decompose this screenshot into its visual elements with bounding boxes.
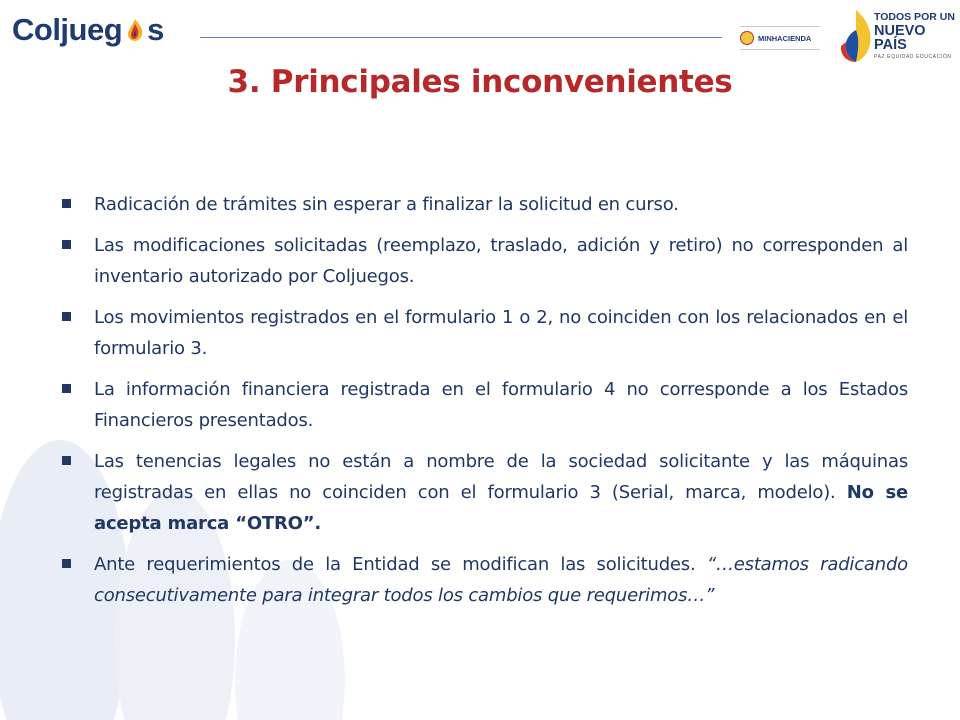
bullet-item — [62, 549, 908, 611]
ministry-seal-icon — [740, 31, 754, 45]
bullet-item — [62, 230, 908, 292]
bullet-item — [62, 302, 908, 364]
bullet-item — [62, 189, 908, 220]
colombia-flag-emblem-icon — [838, 8, 874, 64]
gov-logo-text — [874, 12, 956, 60]
header-divider — [200, 37, 722, 38]
bullet-text: Radicación de trámites sin esperar a finalizar la solicitud en curso. — [94, 194, 679, 215]
bullet-item — [62, 446, 908, 539]
bullet-quote: “…estamos radicando consecutivamente para integrar todos los cambios que requerimos…” — [94, 554, 908, 606]
bullet-text: La información financiera registrada en el formulario 4 no corresponde a los Estados Financieros presentados. — [94, 379, 908, 431]
bullet-text: Los movimientos registrados en el formulario 1 o 2, no coinciden con los relacionados en el formulario 3. — [94, 307, 908, 359]
gov-logo-line2: NUEVO PAÍS — [874, 22, 926, 53]
ministry-name: MINHACIENDA — [758, 33, 812, 43]
bullet-list — [62, 189, 908, 621]
coljuegos-logo — [12, 12, 164, 48]
bullet-item — [62, 374, 908, 436]
brand-suffix: s — [147, 12, 164, 47]
slide-title: 3. Principales inconvenientes — [227, 64, 733, 100]
flame-icon — [124, 18, 146, 42]
gov-logo-line1: TODOS POR UN — [874, 11, 955, 23]
gov-logo-line3: PAZ EQUIDAD EDUCACIÓN — [874, 53, 952, 60]
bullet-text: Las tenencias legales no están a nombre de la sociedad solicitante y las máquinas registradas en ellas no coinciden con el formulario 3 (Serial, marca, modelo). — [94, 451, 908, 503]
bullet-text: Las modificaciones solicitadas (reemplazo, traslado, adición y retiro) no corresponden al inventario autorizado por Coljuegos. — [94, 235, 908, 287]
todos-por-un-nuevo-pais-logo — [838, 8, 956, 66]
minhacienda-logo — [740, 26, 820, 50]
bullet-emphasis: No se acepta marca “OTRO”. — [94, 482, 909, 534]
bullet-text: Ante requerimientos de la Entidad se modifican las solicitudes. — [94, 554, 696, 575]
brand-prefix: Coljueg — [12, 12, 123, 47]
